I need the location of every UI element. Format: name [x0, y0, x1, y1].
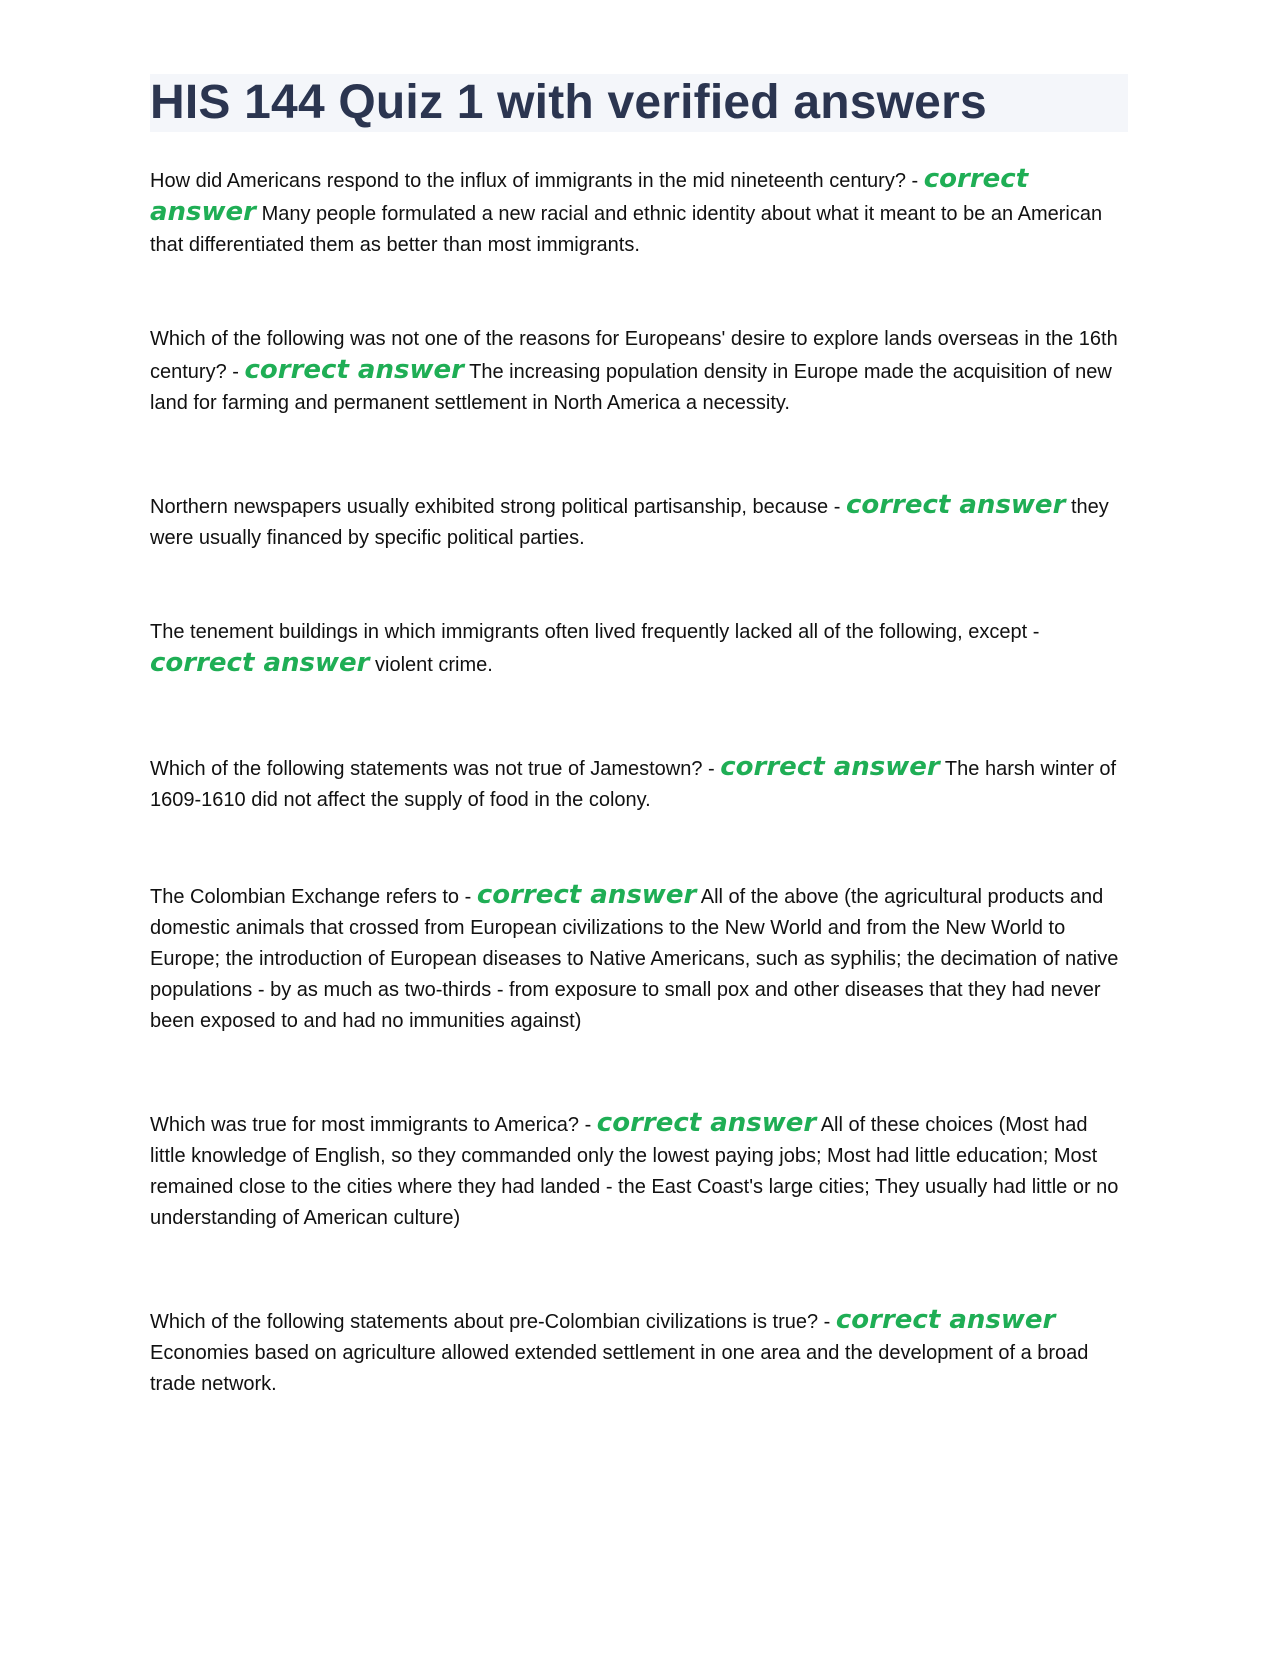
correct-answer-marker: correct answer: [835, 1305, 1056, 1335]
qa-item-2: [150, 324, 1128, 419]
correct-answer-marker: correct answer: [244, 355, 464, 385]
correct-answer-marker: correct answer: [150, 164, 1029, 227]
title-band: [150, 74, 1128, 132]
qa-item-3: [150, 490, 1128, 554]
qa-item-6: [150, 880, 1128, 1037]
qa-item-8: [150, 1305, 1128, 1400]
qa-item-4: [150, 617, 1128, 681]
question-text: Which of the following statements was not true of Jamestown? -: [150, 758, 721, 780]
qa-item-5: [150, 752, 1128, 816]
correct-answer-marker: correct answer: [476, 880, 697, 910]
page-title: HIS 144 Quiz 1 with verified answers: [150, 76, 987, 129]
question-text: Which of the following was not one of the reasons for Europeans' desire to explore lands overseas in the 16th century? -: [150, 328, 1118, 383]
document-page: [150, 74, 1128, 1400]
question-text: The tenement buildings in which immigrants often lived frequently lacked all of the following, except -: [150, 621, 1040, 643]
question-text: Which of the following statements about pre-Colombian civilizations is true? -: [150, 1311, 836, 1333]
answer-text: Economies based on agriculture allowed extended settlement in one area and the development of a broad trade network.: [150, 1342, 1089, 1395]
answer-text: The increasing population density in Europe made the acquisition of new land for farming and permanent settlement in North America a necessity.: [150, 361, 1112, 414]
answer-text: violent crime.: [375, 654, 493, 676]
question-text: Which was true for most immigrants to America? -: [150, 1114, 597, 1136]
answer-text: The harsh winter of 1609-1610 did not affect the supply of food in the colony.: [150, 758, 1117, 811]
answer-text: Many people formulated a new racial and ethnic identity about what it meant to be an American that differentiated them as better than most immigrants.: [150, 203, 1103, 256]
correct-answer-marker: correct answer: [720, 752, 940, 782]
qa-item-7: [150, 1108, 1128, 1234]
correct-answer-marker: correct answer: [845, 490, 1066, 520]
answer-text: All of the above (the agricultural products and domestic animals that crossed from European civilizations to the New World and from the New World to Europe; the introduction of European diseases to Native Americans, such as syphilis; the decimation of native populations - by as much as two-thirds - from exposure to small pox and other diseases that they had never been exposed to and had no immunities against): [150, 886, 1119, 1032]
question-text: Northern newspapers usually exhibited strong political partisanship, because -: [150, 496, 846, 518]
answer-text: All of these choices (Most had little knowledge of English, so they commanded only the lowest paying jobs; Most had little education; Most remained close to the cities where they had landed - the East Coast's large cities; They usually had little or no understanding of American culture): [150, 1114, 1119, 1229]
answer-text: they were usually financed by specific political parties.: [150, 496, 1109, 549]
question-text: The Colombian Exchange refers to -: [150, 886, 477, 908]
correct-answer-marker: correct answer: [150, 648, 370, 678]
qa-item-1: [150, 164, 1128, 261]
correct-answer-marker: correct answer: [596, 1108, 817, 1138]
question-text: How did Americans respond to the influx of immigrants in the mid nineteenth century? -: [150, 170, 924, 192]
